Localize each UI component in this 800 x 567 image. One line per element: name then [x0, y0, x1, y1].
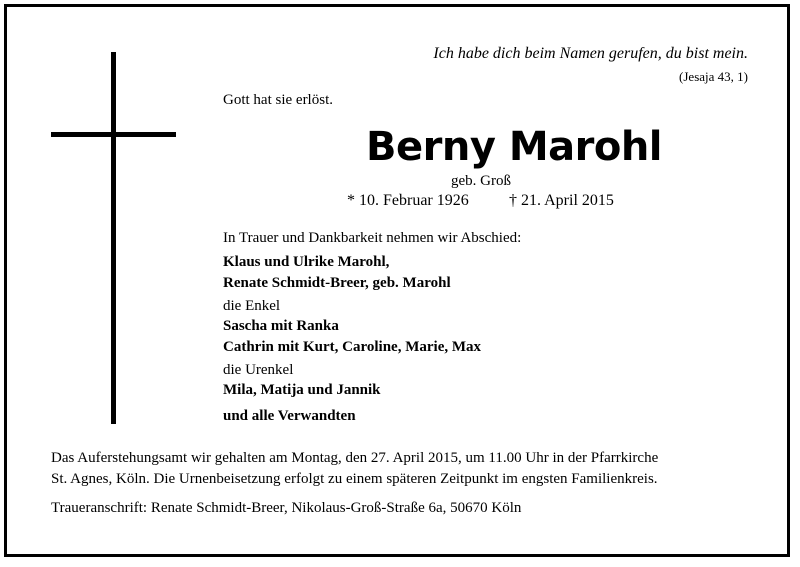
great-grandchild-line: Mila, Matija und Jannik: [223, 382, 381, 398]
grandchild-line: Sascha mit Ranka: [223, 318, 339, 334]
relatives-line: und alle Verwandten: [223, 408, 356, 424]
intro-text: Gott hat sie erlöst.: [223, 92, 333, 108]
maiden-name: geb. Groß: [451, 173, 511, 189]
grandchild-line: Cathrin mit Kurt, Caroline, Marie, Max: [223, 339, 482, 355]
death-date: † 21. April 2015: [509, 192, 614, 209]
bible-reference: (Jesaja 43, 1): [679, 69, 748, 84]
cross-icon-horizontal: [51, 132, 176, 137]
mourning-intro: In Trauer und Dankbarkeit nehmen wir Abschied:: [223, 230, 522, 246]
service-line-1: Das Auferstehungsamt wir gehalten am Montag, den 27. April 2015, um 11.00 Uhr in der Pfarrkirche: [51, 450, 659, 466]
birth-date: * 10. Februar 1926: [347, 192, 469, 209]
bible-quote: Ich habe dich beim Namen gerufen, du bist mein.: [433, 45, 748, 62]
service-line-2: St. Agnes, Köln. Die Urnenbeisetzung erfolgt zu einem späteren Zeitpunkt im engsten Familienkreis.: [51, 471, 658, 487]
grandchildren-label: die Enkel: [223, 298, 281, 314]
child-line: Renate Schmidt-Breer, geb. Marohl: [223, 275, 451, 291]
cross-icon-vertical: [111, 52, 116, 424]
deceased-name: Berny Marohl: [366, 124, 663, 170]
child-line: Klaus und Ulrike Marohl,: [223, 254, 390, 270]
great-grandchildren-label: die Urenkel: [223, 362, 294, 378]
mourning-address: Traueranschrift: Renate Schmidt-Breer, Nikolaus-Groß-Straße 6a, 50670 Köln: [51, 500, 522, 516]
